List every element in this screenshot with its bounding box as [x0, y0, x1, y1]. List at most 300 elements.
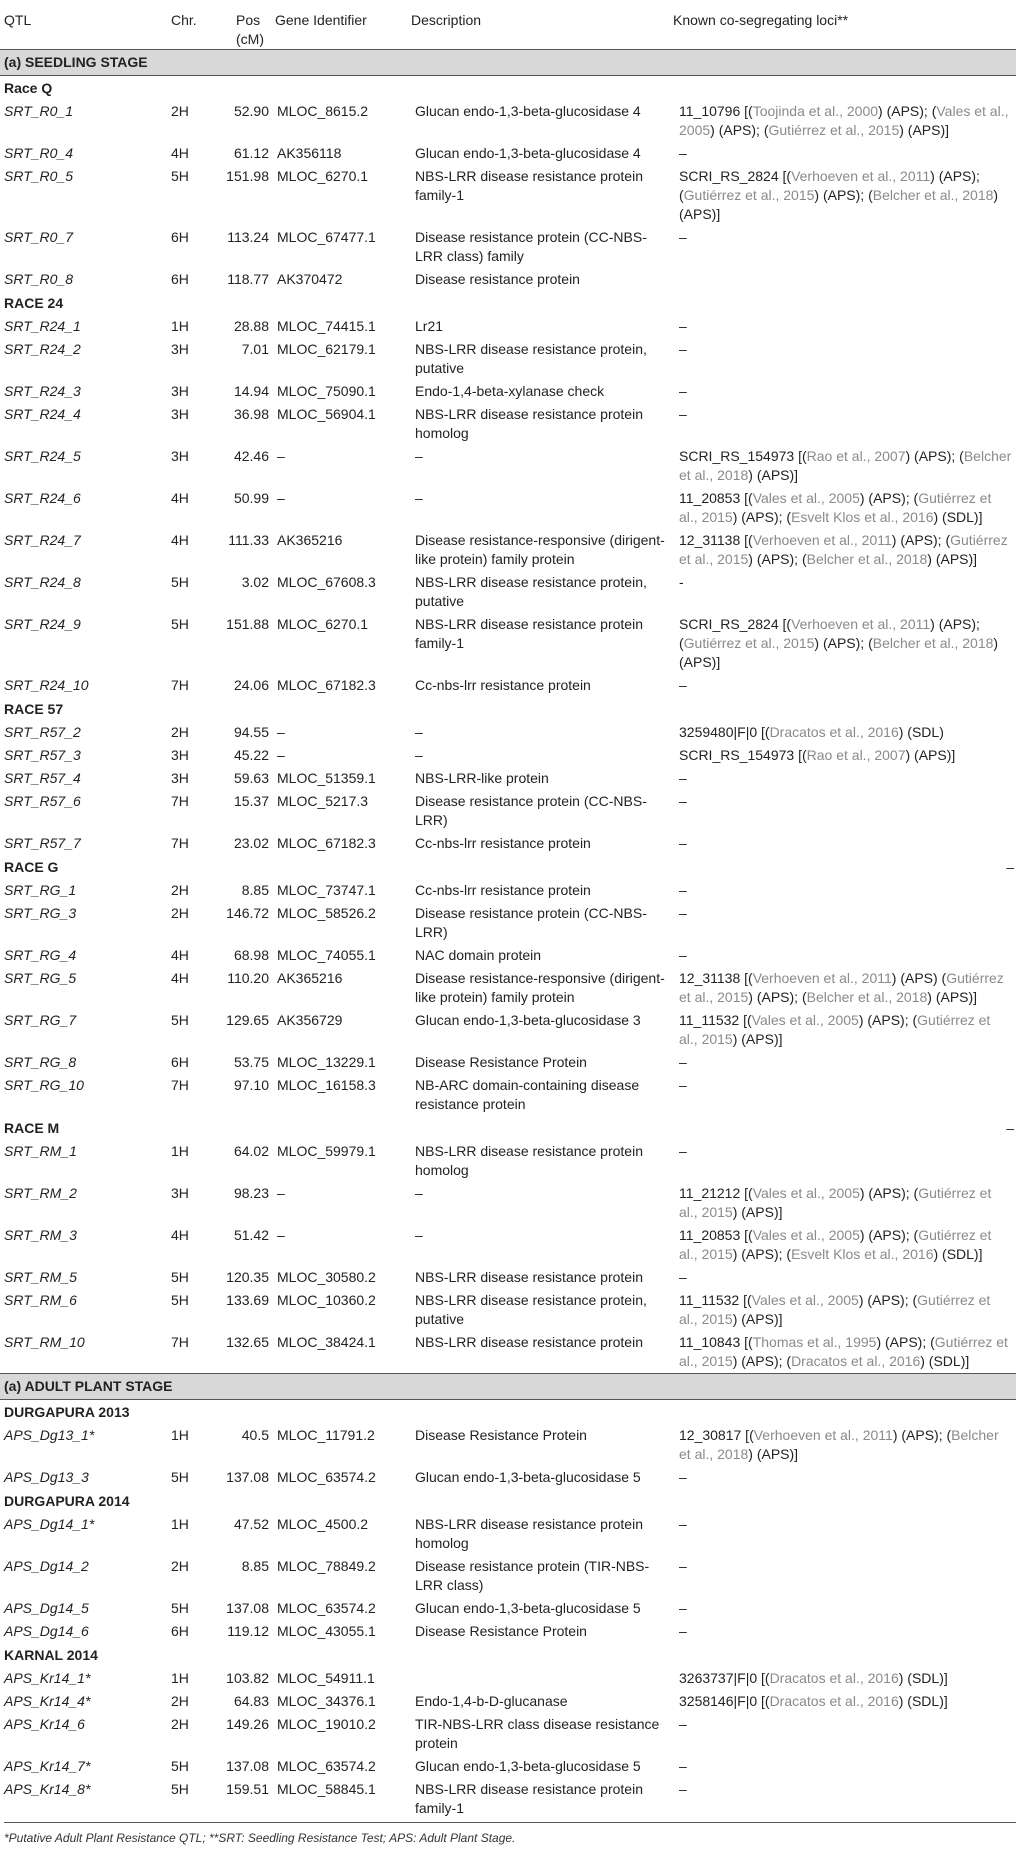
chr-cell: 1H [171, 1427, 189, 1443]
chr-cell: 5H [171, 1012, 189, 1028]
loci-text: ) (APS)] [679, 187, 999, 222]
loci-text: ) (SDL)] [933, 1246, 983, 1262]
table-row [0, 944, 1016, 967]
gene-cell: MLOC_62179.1 [277, 341, 376, 357]
chr-cell: 6H [171, 1623, 189, 1639]
header-chr: Chr. [165, 0, 210, 50]
citation-link[interactable]: Esvelt Klos et al., 2016 [791, 1246, 934, 1262]
loci-text: – [679, 341, 687, 357]
qtl-cell: SRT_RM_5 [4, 1269, 77, 1285]
description-cell: NAC domain protein [415, 947, 542, 963]
header-pos: Pos (cM) [210, 0, 275, 50]
table-row [0, 403, 1016, 445]
gene-cell: MLOC_67477.1 [277, 229, 376, 245]
loci-text: – [679, 835, 687, 851]
citation-link[interactable]: Verhoeven et al., 2011 [791, 168, 931, 184]
loci-text: 11_11532 [( [679, 1012, 752, 1028]
loci-text: ) (APS); ( [859, 490, 919, 506]
description-cell: NBS-LRR disease resistance protein family-1 [415, 616, 643, 651]
pos-cell: 98.23 [233, 1185, 269, 1201]
qtl-cell: SRT_RM_1 [4, 1143, 77, 1159]
pos-cell: 120.35 [226, 1269, 269, 1285]
pos-cell: 151.88 [226, 616, 269, 632]
table-row [0, 1266, 1016, 1289]
qtl-cell: APS_Kr14_8* [4, 1781, 91, 1797]
pos-cell: 15.37 [233, 793, 269, 809]
loci-text: ) (SDL)] [898, 1693, 948, 1709]
pos-cell: 50.99 [233, 490, 269, 506]
table-row [0, 1713, 1016, 1755]
citation-link[interactable]: Gutiérrez et al., 2015 [679, 970, 1004, 1005]
citation-link[interactable]: Verhoeven et al., 2011 [752, 532, 892, 548]
citation-link[interactable]: Dracatos et al., 2016 [769, 724, 899, 740]
stage-label: (a) ADULT PLANT STAGE [0, 1374, 1016, 1400]
citation-link[interactable]: Verhoeven et al., 2011 [791, 616, 931, 632]
chr-cell: 5H [171, 1292, 189, 1308]
chr-cell: 3H [171, 770, 189, 786]
gene-cell: MLOC_74055.1 [277, 947, 376, 963]
loci-text: ) (APS); ( [859, 1185, 919, 1201]
table-row [0, 1690, 1016, 1713]
loci-text: 11_10796 [( [679, 103, 753, 119]
loci-text: – [679, 793, 687, 809]
loci-text: 12_31138 [( [679, 970, 753, 986]
gene-cell: MLOC_59979.1 [277, 1143, 376, 1159]
loci-text: ) (APS); ( [679, 616, 980, 651]
gene-cell: MLOC_43055.1 [277, 1623, 376, 1639]
chr-cell: 2H [171, 1693, 189, 1709]
loci-text: – [679, 383, 687, 399]
description-cell: TIR-NBS-LRR class disease resistance protein [415, 1716, 660, 1751]
loci-cell [673, 721, 1016, 744]
gene-cell: MLOC_16158.3 [277, 1077, 376, 1093]
citation-link[interactable]: Dracatos et al., 2016 [791, 1353, 921, 1369]
stage-label: (a) SEEDLING STAGE [0, 50, 1016, 76]
loci-cell [673, 1266, 1016, 1289]
header-known-loci: Known co-segregating loci** [673, 0, 1016, 50]
pos-cell: 64.02 [233, 1143, 269, 1159]
description-cell: NBS-LRR disease resistance protein homolog [415, 1143, 643, 1178]
chr-cell: 7H [171, 835, 189, 851]
gene-cell: MLOC_58526.2 [277, 905, 376, 921]
description-cell: NBS-LRR-like protein [415, 770, 549, 786]
qtl-cell: SRT_R0_8 [4, 271, 74, 287]
pos-cell: 146.72 [226, 905, 269, 921]
pos-cell: 159.51 [226, 1781, 269, 1797]
citation-link[interactable]: Belcher et al., 2018 [806, 551, 928, 567]
group-dash: – [1006, 1120, 1014, 1136]
gene-cell: MLOC_73747.1 [277, 882, 376, 898]
loci-text: ) (APS)] [748, 467, 799, 483]
gene-cell: MLOC_11791.2 [277, 1427, 375, 1443]
loci-cell [673, 1009, 1016, 1051]
loci-text: ) (APS); ( [732, 509, 792, 525]
loci-text: 3258146|F|0 [( [679, 1693, 770, 1709]
pos-cell: 137.08 [226, 1600, 269, 1616]
loci-cell [673, 529, 1016, 571]
description-cell: Glucan endo-1,3-beta-glucosidase 5 [415, 1758, 641, 1774]
description-cell: Cc-nbs-lrr resistance protein [415, 677, 591, 693]
qtl-cell: APS_Kr14_6 [4, 1716, 85, 1732]
qtl-cell: APS_Dg14_6 [4, 1623, 89, 1639]
description-cell: Disease resistance protein (CC-NBS-LRR class) family [415, 229, 647, 264]
chr-cell: 2H [171, 103, 189, 119]
loci-text: ) (APS); ( [748, 989, 807, 1005]
loci-text: ) (APS)] [732, 1311, 783, 1327]
loci-text: 12_30817 [( [679, 1427, 754, 1443]
description-cell: Endo-1,4-beta-xylanase check [415, 383, 605, 399]
loci-text: – [679, 1716, 687, 1732]
table-row [0, 1182, 1016, 1224]
qtl-cell: SRT_R57_4 [4, 770, 81, 786]
table-row [0, 268, 1016, 291]
citation-link[interactable]: Rao et al., 2007 [806, 448, 906, 464]
description-cell: NBS-LRR disease resistance protein, putative [415, 341, 647, 376]
loci-text: – [679, 1469, 687, 1485]
table-row [0, 1620, 1016, 1643]
citation-link[interactable]: Gutiérrez et al., 2015 [679, 532, 1008, 567]
qtl-cell: SRT_R24_8 [4, 574, 81, 590]
citation-link[interactable]: Belcher et al., 2018 [679, 1427, 999, 1462]
gene-cell: MLOC_51359.1 [277, 770, 376, 786]
qtl-cell: SRT_R0_1 [4, 103, 74, 119]
loci-text: – [679, 1077, 687, 1093]
table-row [0, 315, 1016, 338]
chr-cell: 4H [171, 532, 189, 548]
qtl-cell: SRT_RG_5 [4, 970, 77, 986]
qtl-cell: SRT_RM_6 [4, 1292, 77, 1308]
loci-text: – [679, 145, 687, 161]
qtl-cell: SRT_R57_6 [4, 793, 81, 809]
loci-cell [673, 613, 1016, 674]
citation-link[interactable]: Vales et al., 2005 [752, 1185, 860, 1201]
gene-cell: MLOC_78849.2 [277, 1558, 376, 1574]
citation-link[interactable]: Gutiérrez et al., 2015 [683, 187, 815, 203]
chr-cell: 7H [171, 793, 189, 809]
table-row [0, 744, 1016, 767]
citation-link[interactable]: Gutiérrez et al., 2015 [679, 1334, 1008, 1369]
pos-cell: 3.02 [241, 574, 269, 590]
citation-link[interactable]: Dracatos et al., 2016 [769, 1693, 899, 1709]
group-label: Race Q [4, 80, 53, 96]
loci-cell [673, 1331, 1016, 1374]
description-cell: NB-ARC domain-containing disease resistance protein [415, 1077, 640, 1112]
group-header [0, 855, 1016, 879]
pos-cell: 129.65 [226, 1012, 269, 1028]
loci-text: ) (APS) ( [891, 970, 947, 986]
table-header [0, 0, 1016, 50]
citation-link[interactable]: Vales et al., 2005 [751, 1292, 859, 1308]
chr-cell: 4H [171, 145, 189, 161]
citation-link[interactable]: Belcher et al., 2018 [872, 635, 994, 651]
gene-cell: AK356118 [277, 145, 342, 161]
qtl-cell: SRT_R24_2 [4, 341, 81, 357]
citation-link[interactable]: Vales et al., 2005 [752, 490, 860, 506]
chr-cell: 5H [171, 616, 189, 632]
gene-cell: MLOC_67608.3 [277, 574, 376, 590]
pos-cell: 113.24 [227, 229, 269, 245]
table-row [0, 1667, 1016, 1690]
description-cell: Disease resistance protein (TIR-NBS-LRR class) [415, 1558, 650, 1593]
qtl-cell: APS_Dg14_1* [4, 1516, 95, 1532]
loci-text: SCRI_RS_154973 [( [679, 448, 807, 464]
gene-cell: MLOC_54911.1 [277, 1670, 375, 1686]
pos-cell: 132.65 [226, 1334, 269, 1350]
loci-text: 3259480|F|0 [( [679, 724, 770, 740]
qtl-cell: SRT_RG_7 [4, 1012, 77, 1028]
pos-cell: 8.85 [241, 1558, 269, 1574]
citation-link[interactable]: Gutiérrez et al., 2015 [679, 1185, 992, 1220]
description-cell: NBS-LRR disease resistance protein, putative [415, 1292, 647, 1327]
table-row [0, 1074, 1016, 1116]
loci-text: ) (SDL)] [920, 1353, 970, 1369]
loci-cell [673, 767, 1016, 790]
gene-cell: MLOC_4500.2 [277, 1516, 369, 1532]
chr-cell: 3H [171, 383, 189, 399]
citation-link[interactable]: Vales et al., 2005 [752, 1227, 860, 1243]
citation-link[interactable]: Dracatos et al., 2016 [769, 1670, 899, 1686]
loci-cell [673, 100, 1016, 142]
loci-text: ) (APS); ( [892, 1427, 952, 1443]
citation-link[interactable]: Gutiérrez et al., 2015 [679, 490, 992, 525]
description-cell: Disease resistance-responsive (dirigent-like protein) family protein [415, 970, 665, 1005]
table-row [0, 1051, 1016, 1074]
citation-link[interactable]: Toojinda et al., 2000 [752, 103, 879, 119]
group-header [0, 1400, 1016, 1425]
loci-text: ) (APS)] [748, 1446, 799, 1462]
qtl-cell: SRT_R24_7 [4, 532, 81, 548]
citation-link[interactable]: Vales et al., 2005 [751, 1012, 859, 1028]
pos-cell: 97.10 [233, 1077, 269, 1093]
loci-cell [673, 315, 1016, 338]
table-row [0, 674, 1016, 697]
chr-cell: 6H [171, 1054, 189, 1070]
loci-cell [673, 268, 1016, 291]
loci-text: – [679, 1558, 687, 1574]
chr-cell: 1H [171, 1143, 189, 1159]
loci-text: ) (APS); ( [878, 103, 937, 119]
table-row [0, 1224, 1016, 1266]
qtl-cell: SRT_RG_4 [4, 947, 77, 963]
gene-cell: MLOC_8615.2 [277, 103, 369, 119]
loci-text: ) (APS)] [927, 551, 978, 567]
table-row [0, 767, 1016, 790]
description-cell: Endo-1,4-b-D-glucanase [415, 1693, 568, 1709]
table-row [0, 226, 1016, 268]
chr-cell: 5H [171, 1758, 189, 1774]
pos-cell: 137.08 [226, 1758, 269, 1774]
citation-link[interactable]: Belcher et al., 2018 [872, 187, 994, 203]
gene-cell: MLOC_67182.3 [277, 677, 376, 693]
loci-text: ) (APS); ( [891, 532, 951, 548]
gene-cell: MLOC_10360.2 [277, 1292, 376, 1308]
table-row [0, 902, 1016, 944]
citation-link[interactable]: Gutiérrez et al., 2015 [679, 1292, 991, 1327]
group-header [0, 1489, 1016, 1513]
chr-cell: 2H [171, 882, 189, 898]
citation-link[interactable]: Gutiérrez et al., 2015 [768, 122, 900, 138]
loci-text: ) (APS)] [732, 1204, 783, 1220]
citation-link[interactable]: Rao et al., 2007 [806, 747, 906, 763]
qtl-cell: APS_Dg14_2 [4, 1558, 89, 1574]
table-row [0, 142, 1016, 165]
loci-text: – [679, 905, 687, 921]
qtl-cell: SRT_RM_3 [4, 1227, 77, 1243]
pos-cell: 59.63 [233, 770, 269, 786]
table-row [0, 1555, 1016, 1597]
table-row [0, 1140, 1016, 1182]
group-header [0, 1116, 1016, 1140]
qtl-cell: APS_Kr14_1* [4, 1670, 91, 1686]
pos-cell: 119.12 [227, 1623, 269, 1639]
gene-cell: MLOC_30580.2 [277, 1269, 376, 1285]
table-row [0, 1778, 1016, 1820]
loci-cell [673, 445, 1016, 487]
loci-cell [673, 1051, 1016, 1074]
loci-text: ) (APS); ( [858, 1292, 918, 1308]
loci-cell [673, 1289, 1016, 1331]
qtl-cell: APS_Dg13_1* [4, 1427, 95, 1443]
chr-cell: 3H [171, 747, 189, 763]
loci-text: ) (APS); ( [748, 551, 807, 567]
table-row [0, 487, 1016, 529]
loci-text: 11_20853 [( [679, 1227, 753, 1243]
chr-cell: 4H [171, 1227, 189, 1243]
qtl-cell: SRT_R24_4 [4, 406, 81, 422]
loci-cell [673, 1513, 1016, 1555]
table-row [0, 445, 1016, 487]
group-header [0, 76, 1016, 101]
loci-cell [673, 1667, 1016, 1690]
gene-cell: MLOC_6270.1 [277, 616, 369, 632]
gene-cell: MLOC_5217.3 [277, 793, 369, 809]
description-cell: – [415, 490, 423, 506]
loci-text: SCRI_RS_2824 [( [679, 168, 792, 184]
gene-cell: MLOC_67182.3 [277, 835, 376, 851]
loci-text: – [679, 229, 687, 245]
loci-text: ) (APS); ( [679, 168, 980, 203]
table-row [0, 1289, 1016, 1331]
description-cell: NBS-LRR disease resistance protein [415, 1269, 643, 1285]
qtl-cell: SRT_RM_10 [4, 1334, 85, 1350]
citation-link[interactable]: Thomas et al., 1995 [752, 1334, 877, 1350]
qtl-cell: SRT_RG_8 [4, 1054, 77, 1070]
pos-cell: 40.5 [241, 1427, 269, 1443]
table-row [0, 165, 1016, 226]
qtl-cell: SRT_R24_6 [4, 490, 81, 506]
loci-cell [673, 142, 1016, 165]
citation-link[interactable]: Verhoeven et al., 2011 [752, 970, 892, 986]
loci-text: SCRI_RS_154973 [( [679, 747, 807, 763]
citation-link[interactable]: Vales et al., 2005 [679, 103, 1009, 138]
citation-link[interactable]: Gutiérrez et al., 2015 [679, 1012, 991, 1047]
table-row [0, 1513, 1016, 1555]
chr-cell: 1H [171, 318, 189, 334]
qtl-cell: APS_Dg14_5 [4, 1600, 89, 1616]
description-cell: Lr21 [415, 318, 444, 334]
group-header [0, 291, 1016, 315]
chr-cell: 6H [171, 229, 189, 245]
qtl-cell: APS_Kr14_7* [4, 1758, 91, 1774]
description-cell: Glucan endo-1,3-beta-glucosidase 5 [415, 1600, 641, 1616]
gene-cell: MLOC_13229.1 [277, 1054, 376, 1070]
chr-cell: 2H [171, 905, 189, 921]
citation-link[interactable]: Verhoeven et al., 2011 [753, 1427, 893, 1443]
group-header [0, 697, 1016, 721]
pos-cell: 118.77 [227, 271, 269, 287]
citation-link[interactable]: Esvelt Klos et al., 2016 [791, 509, 934, 525]
group-label: KARNAL 2014 [4, 1647, 98, 1663]
citation-link[interactable]: Gutiérrez et al., 2015 [679, 1227, 992, 1262]
qtl-cell: SRT_RG_10 [4, 1077, 84, 1093]
table-row [0, 380, 1016, 403]
pos-cell: 111.33 [228, 532, 269, 548]
table-row [0, 1755, 1016, 1778]
loci-text: 11_10843 [( [679, 1334, 753, 1350]
loci-text: – [679, 1054, 687, 1070]
loci-cell [673, 403, 1016, 445]
citation-link[interactable]: Belcher et al., 2018 [806, 989, 928, 1005]
description-cell: NBS-LRR disease resistance protein family-1 [415, 168, 643, 203]
pos-cell: 7.01 [241, 341, 269, 357]
loci-text: – [679, 882, 687, 898]
chr-cell: 4H [171, 490, 189, 506]
description-cell: NBS-LRR disease resistance protein family-1 [415, 1781, 643, 1816]
description-cell: Glucan endo-1,3-beta-glucosidase 4 [415, 103, 641, 119]
citation-link[interactable]: Gutiérrez et al., 2015 [683, 635, 815, 651]
qtl-cell: SRT_R24_9 [4, 616, 81, 632]
pos-cell: 23.02 [233, 835, 269, 851]
loci-text: ) (APS); ( [814, 187, 873, 203]
loci-cell [673, 944, 1016, 967]
gene-cell: MLOC_58845.1 [277, 1781, 376, 1797]
chr-cell: 3H [171, 406, 189, 422]
loci-text: – [679, 1269, 687, 1285]
description-cell: Cc-nbs-lrr resistance protein [415, 835, 591, 851]
loci-text: ) (SDL)] [898, 1670, 948, 1686]
gene-cell: AK365216 [277, 532, 343, 548]
qtl-cell: APS_Kr14_4* [4, 1693, 91, 1709]
description-cell: Disease Resistance Protein [415, 1054, 587, 1070]
loci-text: – [679, 1623, 687, 1639]
gene-cell: – [277, 747, 285, 763]
loci-text: ) (APS); ( [876, 1334, 935, 1350]
table-body [0, 50, 1016, 1821]
group-label: RACE 57 [4, 701, 64, 717]
pos-cell: 61.12 [233, 145, 269, 161]
table-row [0, 832, 1016, 855]
table-row [0, 1331, 1016, 1374]
description-cell: Glucan endo-1,3-beta-glucosidase 5 [415, 1469, 641, 1485]
loci-text: ) (SDL)] [933, 509, 983, 525]
chr-cell: 1H [171, 1516, 189, 1532]
loci-text: – [679, 1758, 687, 1774]
pos-cell: 53.75 [233, 1054, 269, 1070]
table-row [0, 879, 1016, 902]
table-footnote: *Putative Adult Plant Resistance QTL; **SRT: Seedling Resistance Test; APS: Adult Plant Stage. [4, 1822, 1016, 1845]
description-cell: NBS-LRR disease resistance protein [415, 1334, 643, 1350]
pos-cell: 52.90 [233, 103, 269, 119]
loci-cell [673, 1424, 1016, 1466]
gene-cell: – [277, 1185, 285, 1201]
description-cell: Disease Resistance Protein [415, 1623, 587, 1639]
loci-text: ) (APS)] [927, 989, 978, 1005]
qtl-cell: SRT_R24_1 [4, 318, 81, 334]
citation-link[interactable]: Belcher et al., 2018 [679, 448, 1012, 483]
description-cell: NBS-LRR disease resistance protein, putative [415, 574, 647, 609]
pos-cell: 110.20 [227, 970, 269, 986]
qtl-cell: SRT_R57_2 [4, 724, 81, 740]
